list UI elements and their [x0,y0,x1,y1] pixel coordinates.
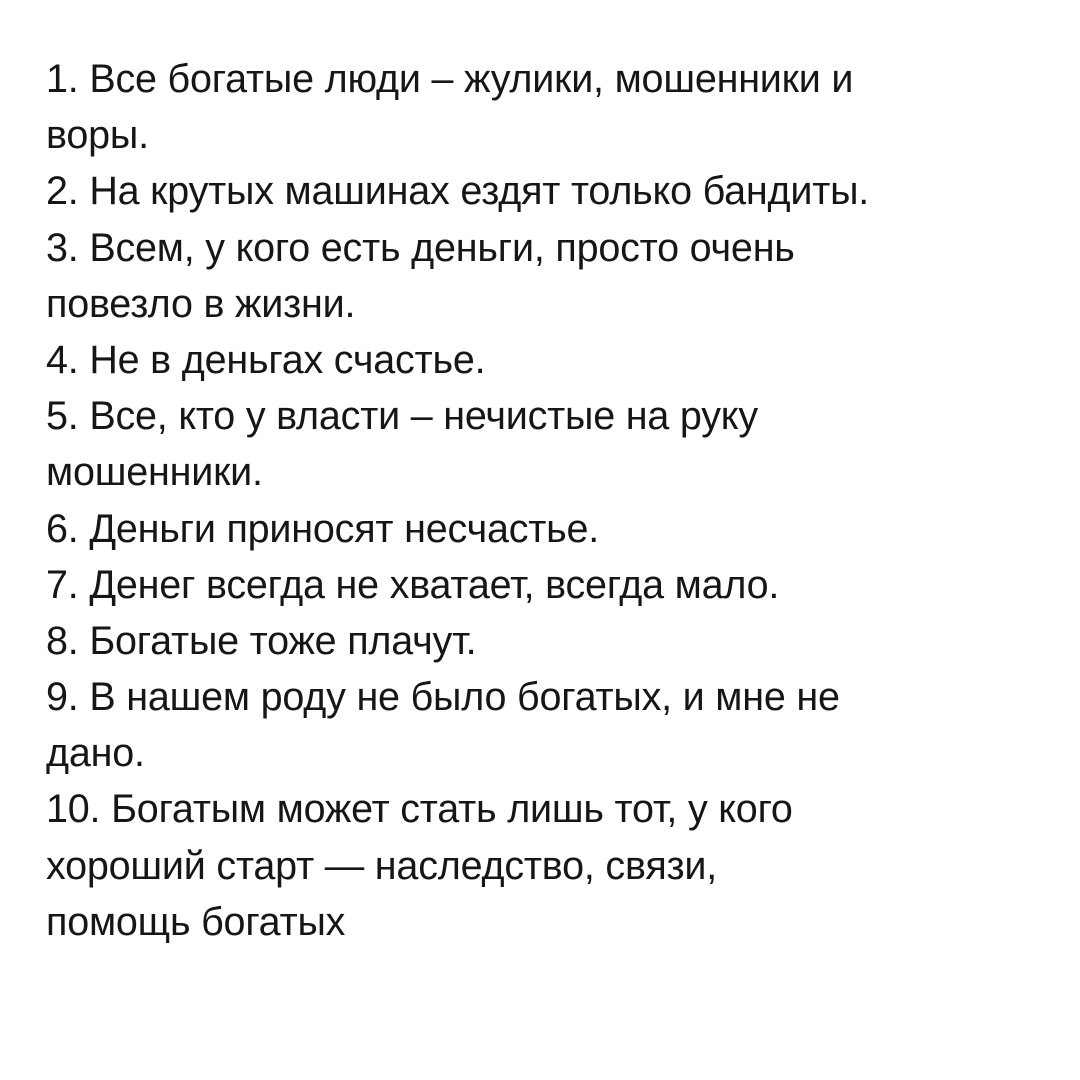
text-line-13: дано. [46,731,145,776]
text-line-15: хороший старт — наследство, связи, [46,843,718,888]
text-line-4: 3. Всем, у кого есть деньги, просто очень [46,225,795,270]
text-line-16: помощь богатых [46,899,346,944]
text-line-7: 5. Все, кто у власти – нечистые на руку [46,394,758,439]
text-line-14: 10. Богатым может стать лишь тот, у кого [46,787,793,832]
text-line-5: повезло в жизни. [46,281,356,326]
text-line-9: 6. Деньги приносят несчастье. [46,506,600,551]
text-line-12: 9. В нашем роду не было богатых, и мне не [46,675,840,720]
text-line-2: воры. [46,113,149,158]
text-line-11: 8. Богатые тоже плачут. [46,618,477,663]
text-line-3: 2. На крутых машинах ездят только бандиты. [46,169,870,214]
text-line-10: 7. Денег всегда не хватает, всегда мало. [46,562,780,607]
text-page [46,51,1056,950]
text-line-8: мошенники. [46,450,263,495]
text-line-1: 1. Все богатые люди – жулики, мошенники и [46,57,854,101]
text-line-6: 4. Не в деньгах счастье. [46,337,486,382]
